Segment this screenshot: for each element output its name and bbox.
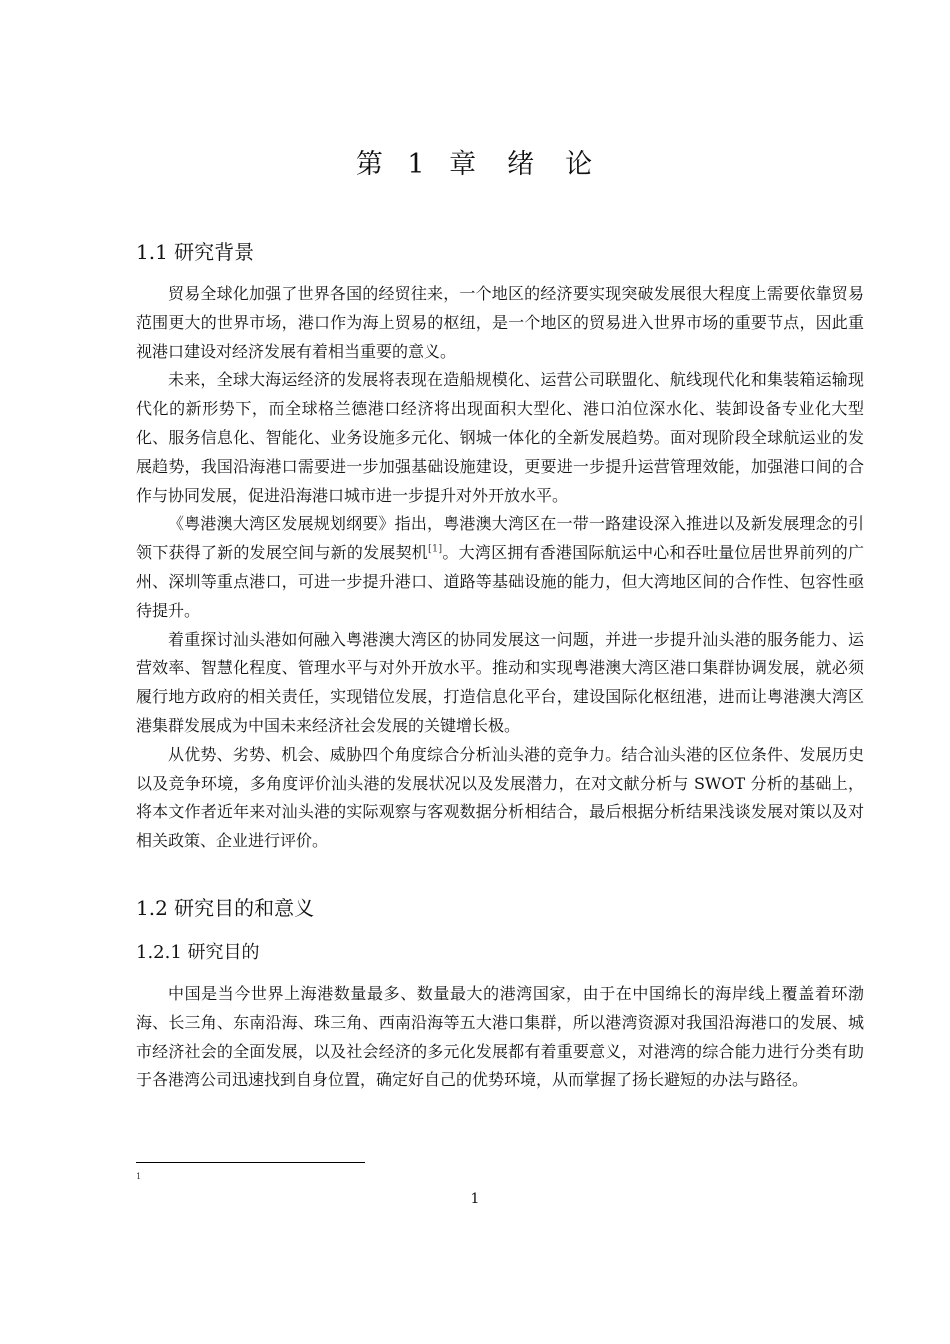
- page-number: 1: [470, 1191, 480, 1207]
- paragraph: [136, 510, 864, 625]
- section-1-1-body: [136, 280, 864, 856]
- section-1-2-1-body: [136, 980, 864, 1095]
- citation-reference[interactable]: [1]: [428, 543, 443, 555]
- paragraph: 贸易全球化加强了世界各国的经贸往来，一个地区的经济要实现突破发展很大程度上需要依靠贸易范围更大的世界市场，港口作为海上贸易的枢纽，是一个地区的贸易进入世界市场的重要节点，因此重视港口建设对经济发展有着相当重要的意义。: [136, 284, 864, 361]
- paragraph: 从优势、劣势、机会、威胁四个角度综合分析汕头港的竞争力。结合汕头港的区位条件、发展历史以及竞争环境，多角度评价汕头港的发展状况以及发展潜力，在对文献分析与 SWOT 分析的基础上，将本文作者近年来对汕头港的实际观察与客观数据分析相结合，最后根据分析结果浅谈发展对策以及对相关政策、企业进行评价。: [136, 744, 864, 851]
- paragraph-text: 《粤港澳大湾区发展规划纲要》指出，粤港澳大湾区在一带一路建设深入推进以及新发展理念的引领下获得了新的发展空间与新的发展契机: [136, 514, 864, 563]
- footnote-marker: 1: [136, 1172, 142, 1181]
- paragraph: 着重探讨汕头港如何融入粤港澳大湾区的协同发展这一问题，并进一步提升汕头港的服务能力、运营效率、智慧化程度、管理水平与对外开放水平。推动和实现粤港澳大湾区港口集群协调发展，就必须履行地方政府的相关责任，实现错位发展，打造信息化平台，建设国际化枢纽港，进而让粤港澳大湾区港集群发展成为中国未来经济社会发展的关键增长极。: [136, 629, 864, 735]
- section-heading-1-1: 1.1 研究背景: [136, 240, 255, 264]
- section-heading-1-2: 1.2 研究目的和意义: [136, 896, 315, 920]
- paragraph: 未来，全球大海运经济的发展将表现在造船规模化、运营公司联盟化、航线现代化和集装箱运输现代化的新形势下，而全球格兰德港口经济将出现面积大型化、港口泊位深水化、装卸设备专业化大型化、服务信息化、智能化、业务设施多元化、钢城一体化的全新发展趋势。面对现阶段全球航运业的发展趋势，我国沿海港口需要进一步加强基础设施建设，更要进一步提升运营管理效能，加强港口间的合作与协同发展，促进沿海港口城市进一步提升对外开放水平。: [136, 370, 864, 505]
- subsection-heading-1-2-1: 1.2.1 研究目的: [136, 942, 260, 963]
- chapter-title: 第 1 章 绪 论: [355, 149, 595, 180]
- paragraph-text: 。大湾区拥有香港国际航运中心和吞吐量位居世界前列的广州、深圳等重点港口，可进一步提升港口、道路等基础设施的能力，但大湾地区间的合作性、包容性亟待提升。: [136, 543, 864, 620]
- footnote-separator: [136, 1162, 365, 1163]
- paragraph: 中国是当今世界上海港数量最多、数量最大的港湾国家，由于在中国绵长的海岸线上覆盖着环渤海、长三角、东南沿海、珠三角、西南沿海等五大港口集群，所以港湾资源对我国沿海港口的发展、城市经济社会的全面发展，以及社会经济的多元化发展都有着重要意义，对港湾的综合能力进行分类有助于各港湾公司迅速找到自身位置，确定好自己的优势环境，从而掌握了扬长避短的办法与路径。: [136, 984, 864, 1090]
